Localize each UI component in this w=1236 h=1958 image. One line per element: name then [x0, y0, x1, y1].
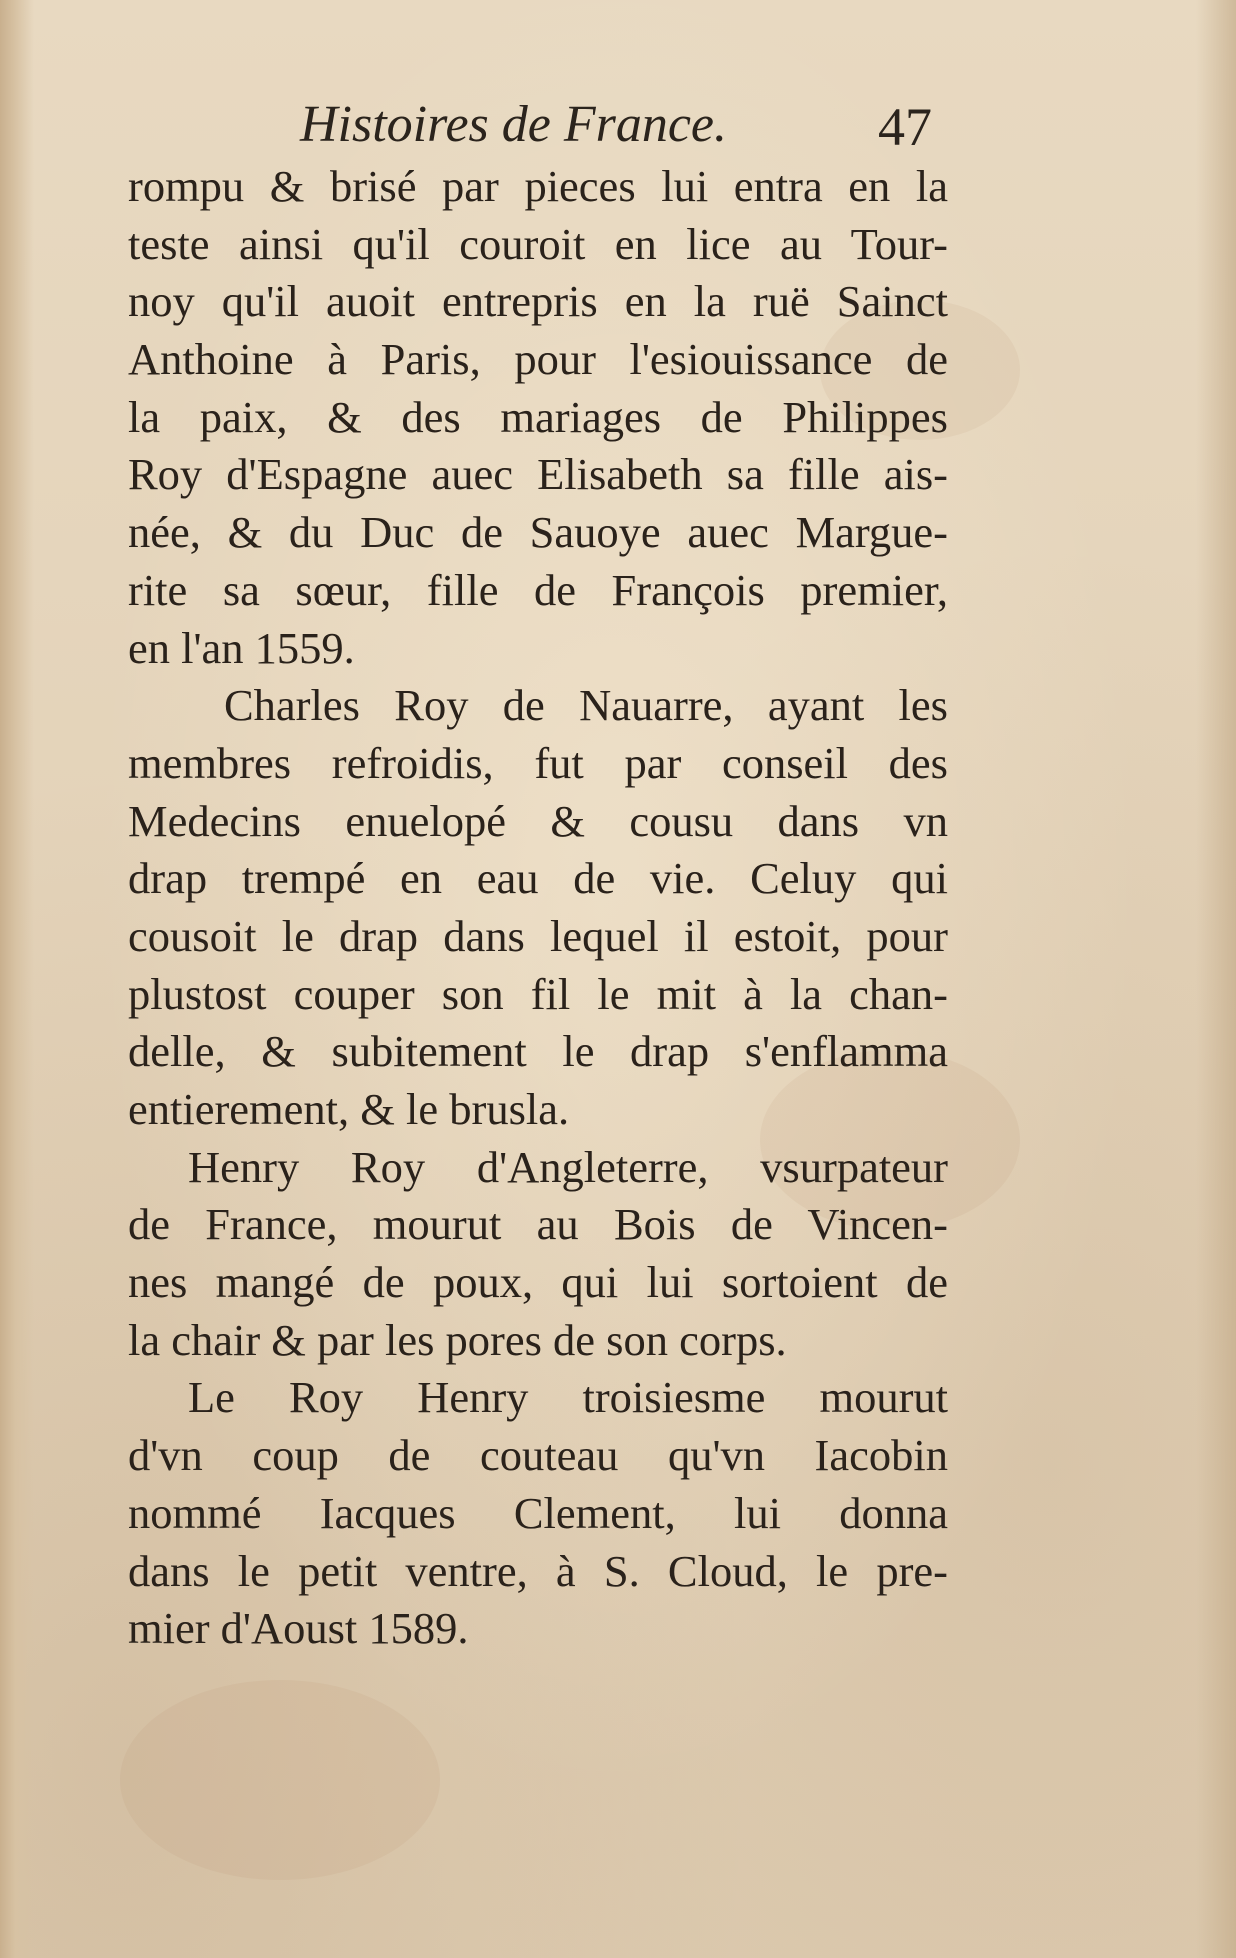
text-line: delle, & subitement le drap s'enflamma	[128, 1026, 948, 1077]
text-line: Roy d'Espagne auec Elisabeth sa fille ais-	[128, 449, 948, 500]
text-line: la paix, & des mariages de Philippes	[128, 391, 948, 442]
body-text	[128, 158, 948, 1658]
text-line: entierement, & le brusla.	[128, 1084, 570, 1134]
text-line: cousoit le drap dans lequel il estoit, pour	[128, 910, 948, 961]
text-line: en l'an 1559.	[128, 622, 355, 673]
text-line: noy qu'il auoit entrepris en la ruë Sainct	[128, 276, 948, 327]
text-line: membres refroidis, fut par conseil des	[128, 737, 948, 788]
text-line: Le Roy Henry troisiesme mourut	[188, 1372, 948, 1423]
page-header	[0, 92, 1236, 162]
text-line: plustost couper son fil le mit à la chan-	[128, 968, 948, 1019]
page-gutter-shadow	[0, 0, 34, 1958]
page-edge-shadow	[1196, 0, 1236, 1958]
text-line: dans le petit ventre, à S. Cloud, le pre-	[128, 1545, 948, 1596]
running-title: Histoires de France.	[300, 96, 727, 153]
paper-stain	[120, 1680, 440, 1880]
page-number: 47	[878, 97, 932, 157]
text-line: nommé Iacques Clement, lui donna	[128, 1487, 948, 1538]
text-line: Medecins enuelopé & cousu dans vn	[128, 795, 948, 846]
text-line: Charles Roy de Nauarre, ayant les	[224, 680, 948, 731]
text-line: drap trempé en eau de vie. Celuy qui	[128, 853, 948, 904]
text-line: de France, mourut au Bois de Vincen-	[128, 1199, 948, 1250]
text-line: rite sa sœur, fille de François premier,	[128, 564, 948, 615]
text-line: la chair & par les pores de son corps.	[128, 1314, 787, 1365]
text-line: rompu & brisé par pieces lui entra en la	[128, 161, 948, 211]
text-line: d'vn coup de couteau qu'vn Iacobin	[128, 1430, 948, 1481]
text-line: née, & du Duc de Sauoye auec Margue-	[128, 507, 948, 558]
text-line: Anthoine à Paris, pour l'esiouissance de	[128, 334, 948, 385]
text-line: nes mangé de poux, qui lui sortoient de	[128, 1257, 948, 1308]
text-line: Henry Roy d'Angleterre, vsurpateur	[188, 1141, 948, 1192]
text-line: mier d'Aoust 1589.	[128, 1603, 469, 1654]
text-line: teste ainsi qu'il couroit en lice au Tour-	[128, 218, 948, 269]
